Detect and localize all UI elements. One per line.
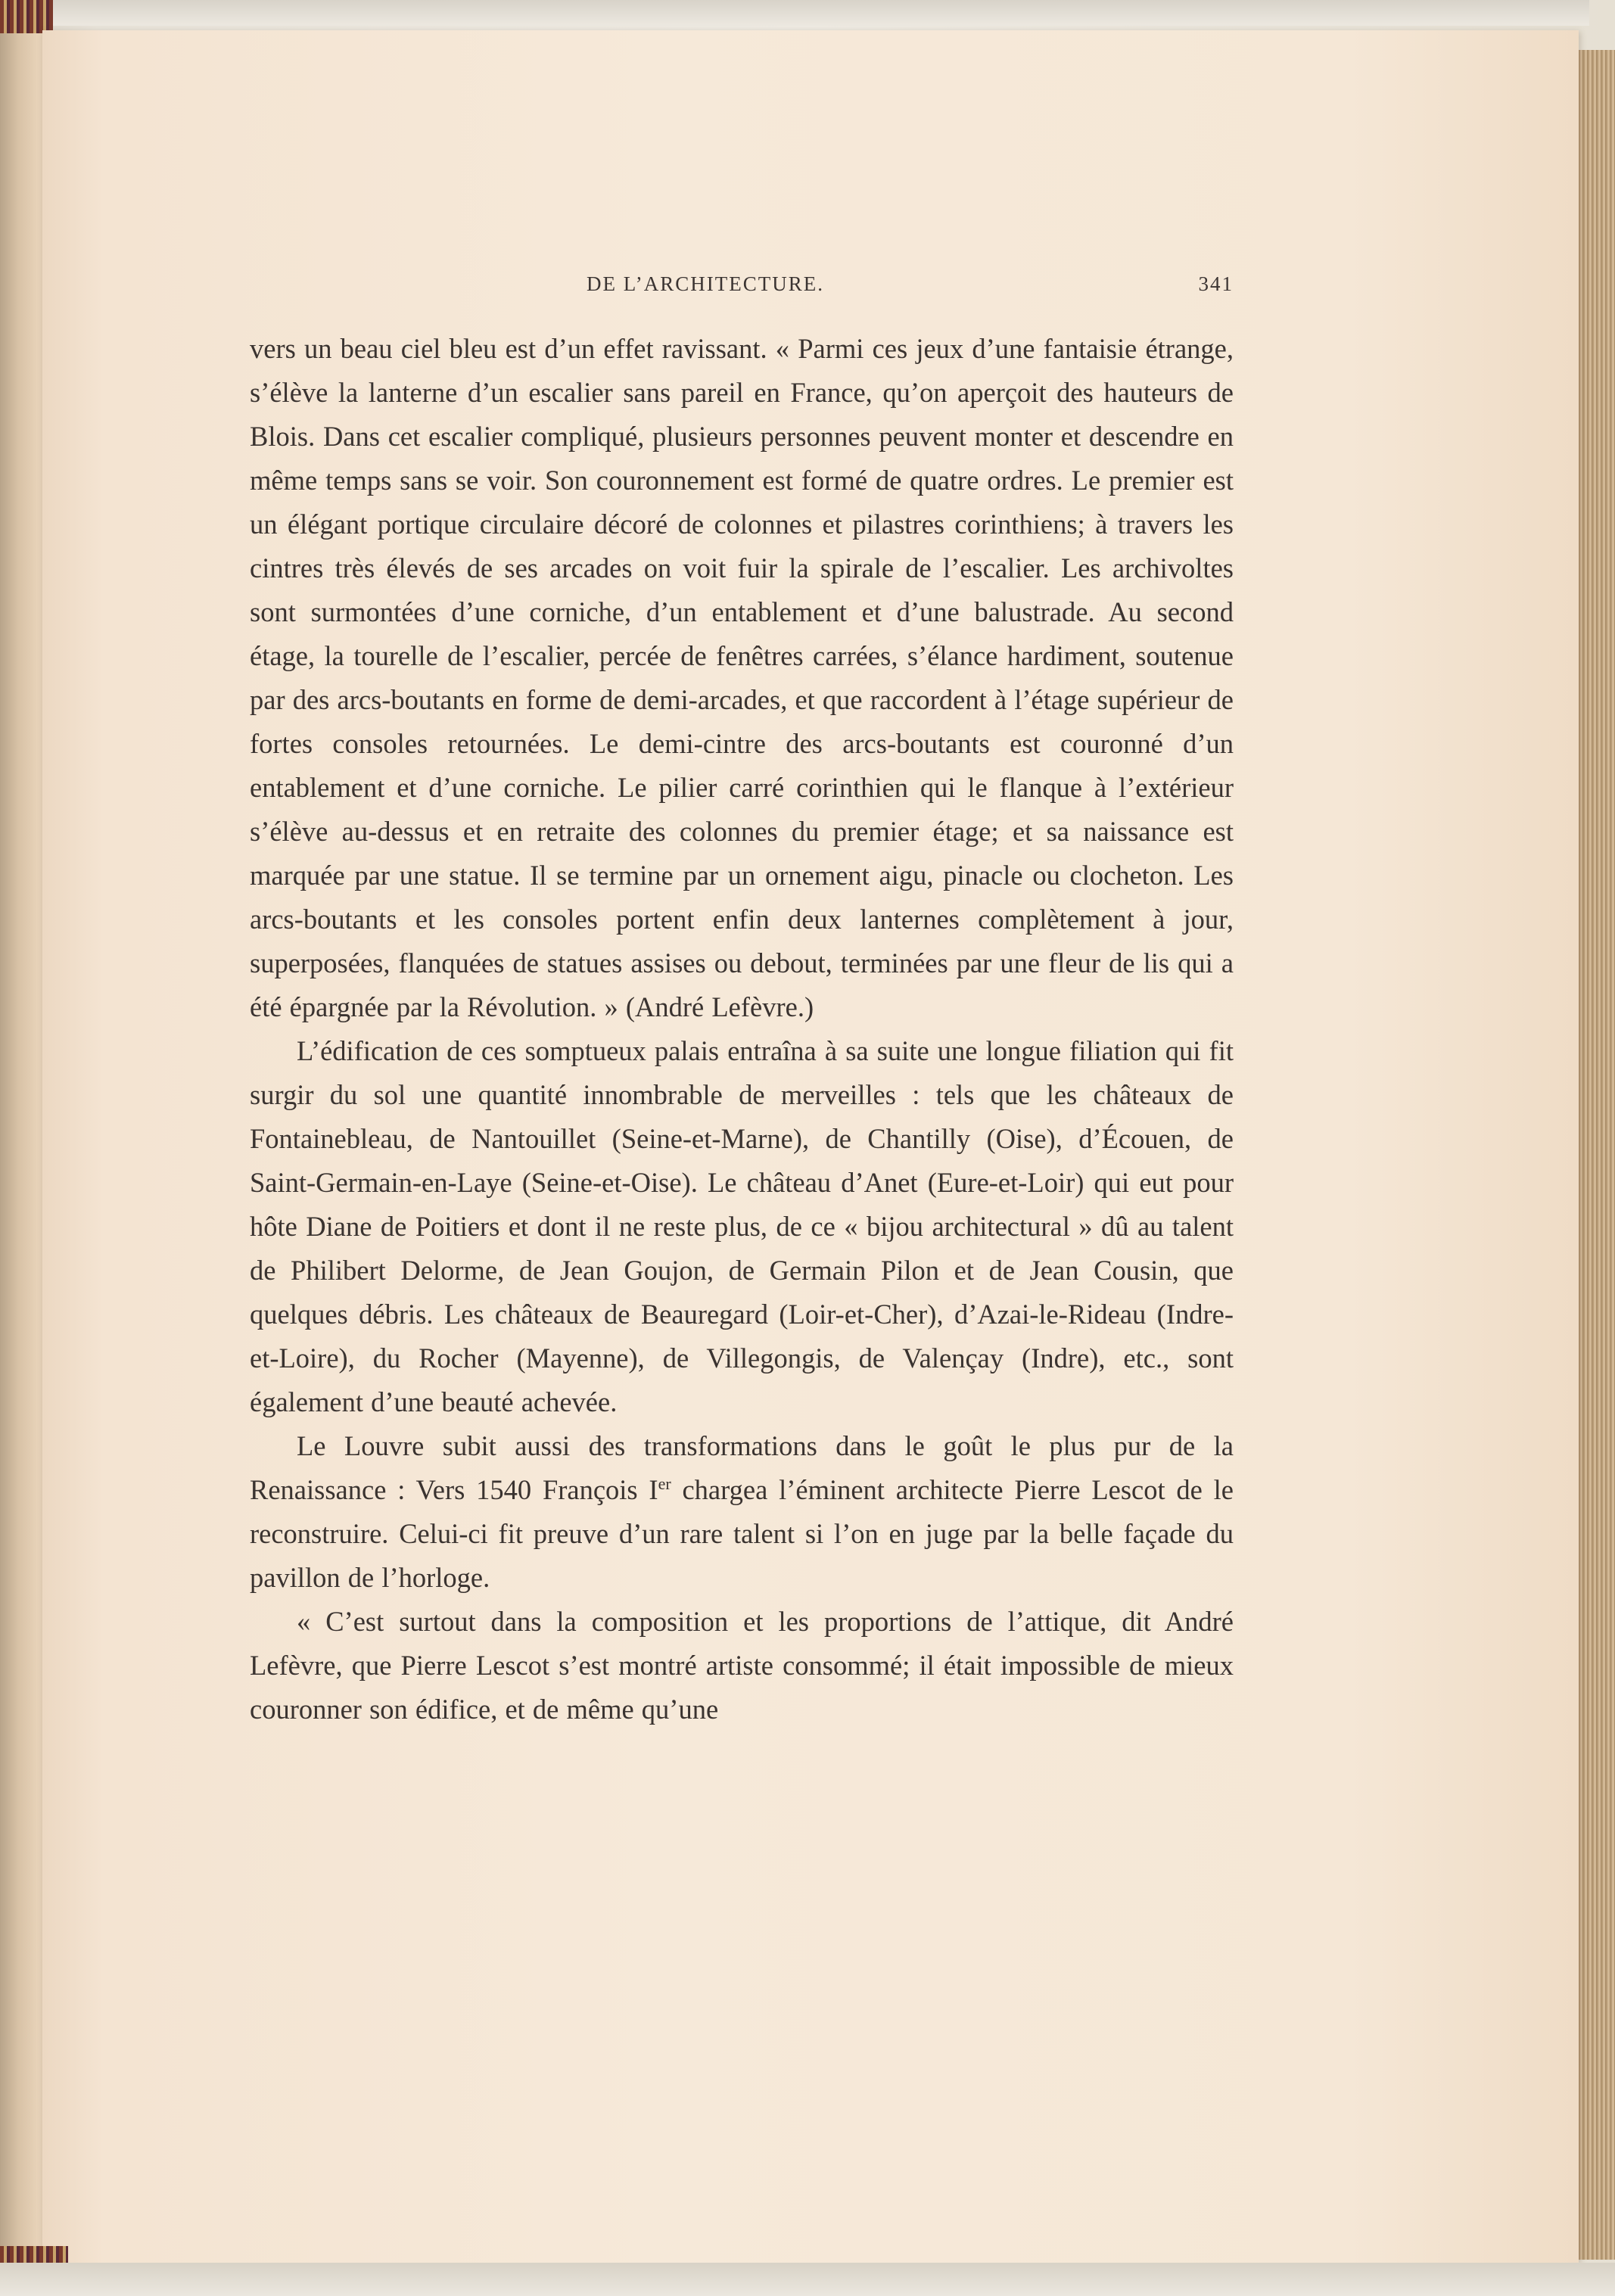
paragraph-text-after: chargea l’éminent architecte Pierre Lescot de le reconstruire. Celui-ci fit preuve d’un rare talent si l’on en juge par la belle façade du pavillon de l’horloge. [250, 1474, 1234, 1593]
page-number: 341 [1198, 272, 1234, 295]
superscript: er [658, 1473, 671, 1493]
paragraph: vers un beau ciel bleu est d’un effet ravissant. « Parmi ces jeux d’une fantaisie étrange, s’élève la lanterne d’un escalier sans pareil en France, qu’on aperçoit des hauteurs de Blois. Dans cet escalier compliqué, plusieurs personnes peuvent monter et descendre en même temps sans se voir. Son couronnement est formé de quatre ordres. Le premier est un élégant portique circulaire décoré de colonnes et pilastres corinthiens; à travers les cintres très élevés de ses arcades on voit fuir la spirale de l’escalier. Les archivoltes sont surmontées d’une corniche, d’un entablement et d’une balustrade. Au second étage, la tourelle de l’escalier, percée de fenêtres carrées, s’élance hardiment, soutenue par des arcs-boutants en forme de demi-arcades, et que raccordent à l’étage supérieur de fortes consoles retournées. Le demi-cintre des arcs-boutants est couronné d’un entablement et d’une corniche. Le pilier carré corinthien qui le flanque à l’extérieur s’élève au-dessus et en retraite des colonnes du premier étage; et sa naissance est marquée par une statue. Il se termine par un ornement aigu, pinacle ou clocheton. Les arcs-boutants et les consoles portent enfin deux lanternes complètement à jour, superposées, flanquées de statues assises ou debout, terminées par une fleur de lis qui a été épargnée par la Révolution. » (André Lefèvre.) [250, 333, 1234, 1022]
paragraph [250, 1424, 1234, 1600]
scan-top-shadow [45, 0, 1589, 26]
running-title: DE L’ARCHITECTURE. [587, 272, 824, 295]
paragraph-text-before: Le Louvre subit aussi des transformations dans le goût le plus pur de la Renaissance : Vers 1540 François I [250, 1430, 1234, 1505]
page-text-block [250, 272, 1234, 1731]
headband-top [0, 0, 53, 33]
body-text [250, 327, 1234, 1731]
page-edges [1574, 50, 1615, 2260]
paragraph: L’édification de ces somptueux palais entraîna à sa suite une longue filiation qui fit surgir du sol une quantité innombrable de merveilles : tels que les châteaux de Fontainebleau, de Nantouillet (Seine-et-Marne), de Chantilly (Oise), d’Écouen, de Saint-Germain-en-Laye (Seine-et-Oise). Le château d’Anet (Eure-et-Loir) qui eut pour hôte Diane de Poitiers et dont il ne reste plus, de ce « bijou architectural » dû au talent de Philibert Delorme, de Jean Goujon, de Germain Pilon et de Jean Cousin, que quelques débris. Les châteaux de Beauregard (Loir-et-Cher), d’Azai-le-Rideau (Indre-et-Loire), du Rocher (Mayenne), de Villegongis, de Valençay (Indre), etc., sont également d’une beauté achevée. [250, 1035, 1234, 1417]
paragraph: « C’est surtout dans la composition et les proportions de l’attique, dit André Lefèvre, que Pierre Lescot s’est montré artiste consommé; il était impossible de mieux couronner son édifice, et de même qu’une [250, 1606, 1234, 1725]
scan-bottom-strip [0, 2263, 1615, 2296]
running-head [250, 272, 1234, 310]
